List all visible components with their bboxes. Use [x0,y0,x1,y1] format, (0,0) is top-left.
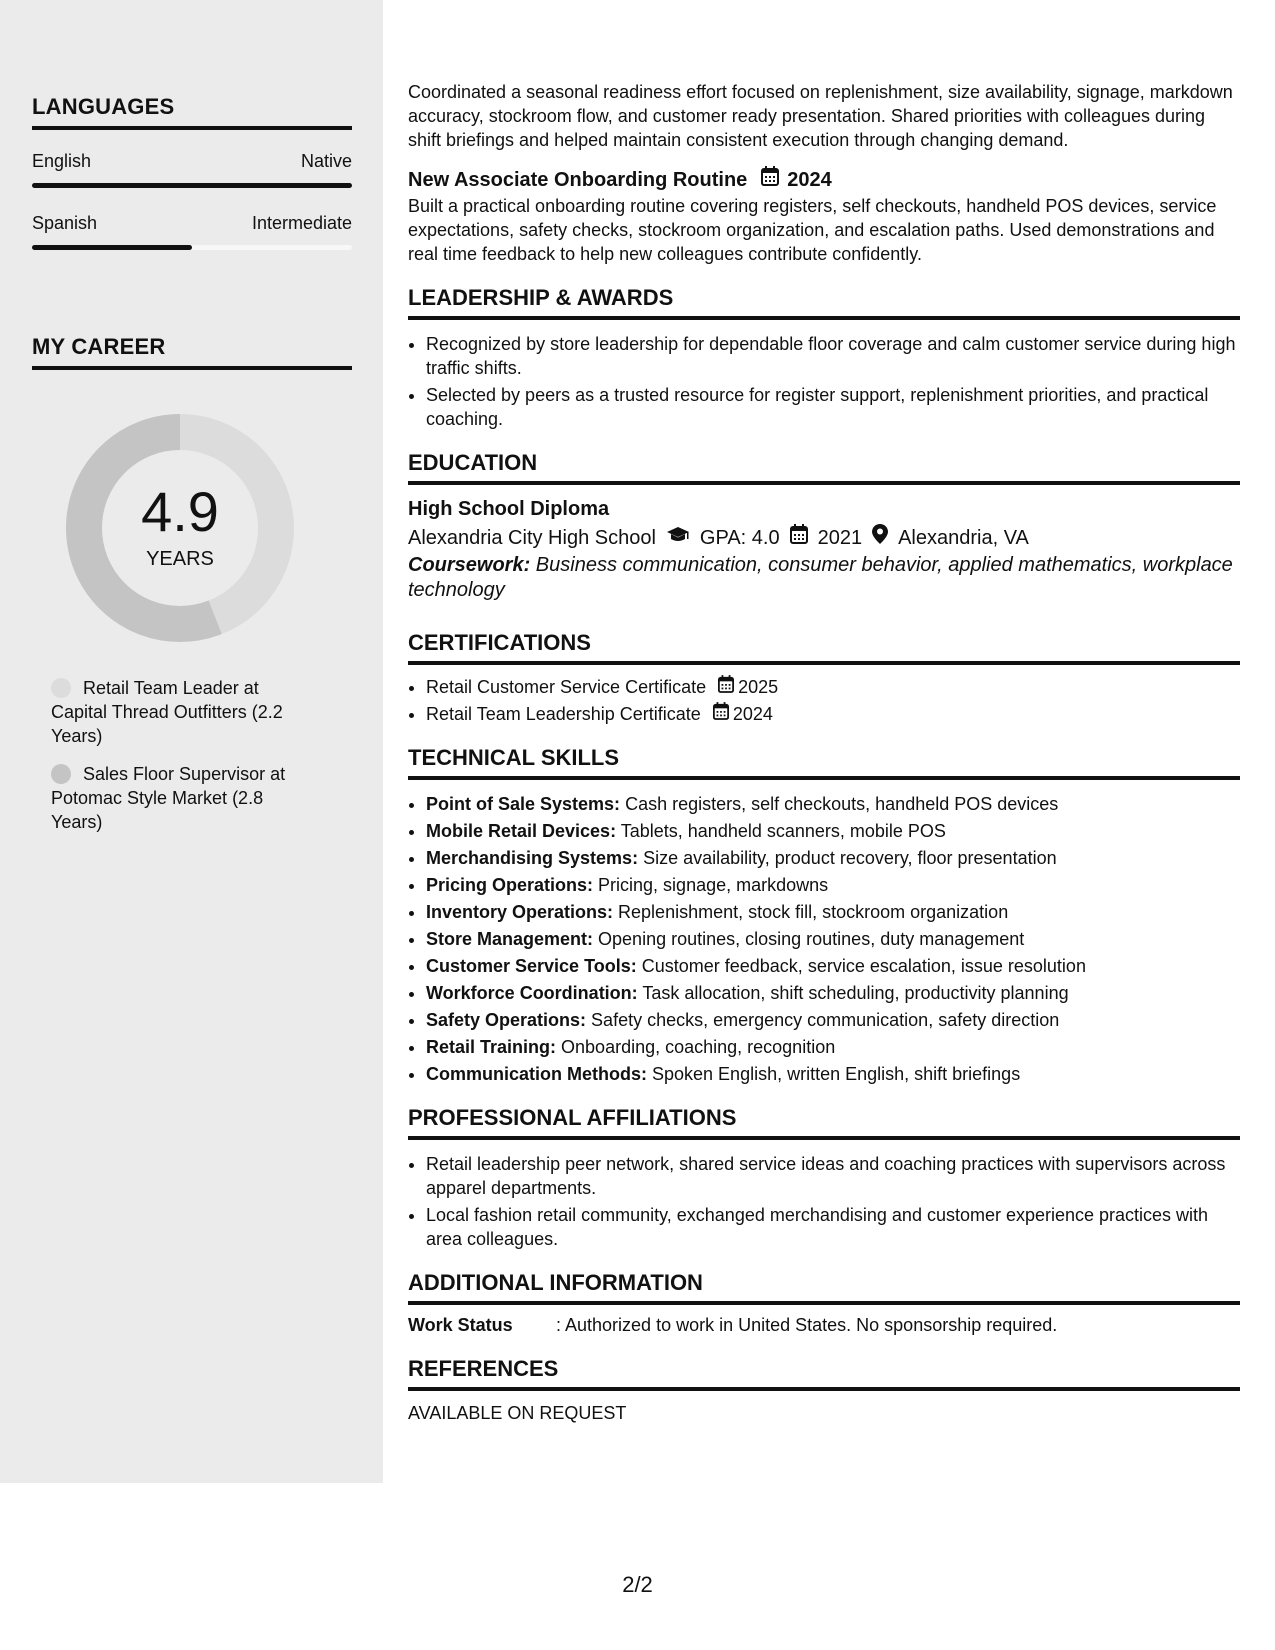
career-legend-item [51,676,311,748]
skill-value: Task allocation, shift scheduling, productivity planning [637,983,1069,1003]
project-year: 2024 [787,169,832,191]
main-content [408,80,1240,1425]
skill-item [426,981,1240,1005]
calendar-icon [761,166,779,194]
career-donut-chart [66,414,294,642]
languages-title: LANGUAGES [32,94,352,130]
career-section [32,334,352,370]
work-status-row [408,1313,1240,1337]
language-name: Spanish [32,213,98,233]
certification-year: 2024 [732,704,773,724]
references-title: REFERENCES [408,1355,1240,1391]
skill-label: Store Management: [426,929,594,949]
work-status-value: : Authorized to work in United States. No sponsorship required. [556,1315,1058,1335]
skill-value: Customer feedback, service escalation, issue resolution [636,956,1086,976]
skill-value: Pricing, signage, markdowns [593,875,829,895]
skill-item [426,900,1240,924]
sidebar [0,0,383,1483]
languages-section [32,94,352,250]
project-heading [408,166,1240,194]
skill-item [426,1008,1240,1032]
skill-label: Workforce Coordination: [426,983,638,1003]
certifications-title: CERTIFICATIONS [408,629,1240,665]
language-level: Native [300,151,352,171]
affiliations-list [408,1152,1240,1251]
language-bar [32,245,352,250]
skill-item [426,792,1240,816]
skill-label: Inventory Operations: [426,902,614,922]
legend-dot-icon [51,678,71,698]
skill-label: Communication Methods: [426,1064,647,1084]
list-item: • Local fashion retail community, exchanged merchandising and customer experience practices with area colleagues. [426,1203,1240,1251]
language-bar-fill [32,245,192,250]
affiliations-title: PROFESSIONAL AFFILIATIONS [408,1104,1240,1140]
work-status-label: Work Status [408,1315,513,1335]
skill-label: Point of Sale Systems: [426,794,621,814]
education-title: EDUCATION [408,449,1240,485]
list-item: • Selected by peers as a trusted resource for register support, replenishment priorities, and practical coaching. [426,383,1240,431]
certification-year: 2025 [738,677,779,697]
list-item [426,702,1240,726]
certification-name: • Retail Team Leadership Certificate [426,704,701,724]
skill-value: Safety checks, emergency communication, safety direction [586,1010,1060,1030]
skill-label: Mobile Retail Devices: [426,821,617,841]
education-gpa: GPA: 4.0 [699,527,780,549]
education-year: 2021 [817,527,863,549]
project-title: New Associate Onboarding Routine [408,169,748,191]
project-description: Built a practical onboarding routine covering registers, self checkouts, handheld POS devices, service expectations, safety checks, stockroom organization, and escalation paths. Used demonstrations and real time feedback to help new colleagues contribute confidently. [408,196,1217,264]
list-item [426,675,1240,699]
references-text: AVAILABLE ON REQUEST [408,1403,627,1423]
skill-value: Opening routines, closing routines, duty management [593,929,1025,949]
education-coursework [408,553,1240,603]
leadership-list [408,332,1240,431]
language-bar-fill [32,183,352,188]
additional-info-title: ADDITIONAL INFORMATION [408,1269,1240,1305]
language-item [32,150,352,188]
career-job-label: Retail Team Leader at Capital Thread Outfitters (2.2 Years) [51,678,283,746]
language-item [32,212,352,250]
calendar-icon [790,523,808,553]
career-job-label: Sales Floor Supervisor at Potomac Style Market (2.8 Years) [51,764,286,832]
skill-item [426,1035,1240,1059]
skill-item [426,846,1240,870]
skill-value: Size availability, product recovery, floor presentation [638,848,1057,868]
skill-value: Tablets, handheld scanners, mobile POS [616,821,946,841]
skill-item [426,819,1240,843]
skills-list [408,792,1240,1086]
career-total-years: 4.9 [141,480,219,543]
skill-item [426,927,1240,951]
skills-title: TECHNICAL SKILLS [408,744,1240,780]
certification-name: • Retail Customer Service Certificate [426,677,707,697]
coursework-text: Business communication, consumer behavior, applied mathematics, workplace technology [408,554,1233,601]
skill-label: Customer Service Tools: [426,956,637,976]
skill-label: Safety Operations: [426,1010,587,1030]
education-school: Alexandria City High School [408,527,656,549]
education-degree: High School Diploma [408,498,610,520]
intro-paragraph: Coordinated a seasonal readiness effort focused on replenishment, size availability, signage, markdown accuracy, stockroom flow, and customer ready presentation. Shared priorities with colleagues during shift briefings and helped maintain consistent execution through changing demand. [408,82,1233,150]
map-pin-icon [872,523,888,553]
education-location: Alexandria, VA [898,527,1029,549]
language-bar [32,183,352,188]
skill-value: Onboarding, coaching, recognition [556,1037,836,1057]
skill-value: Cash registers, self checkouts, handheld POS devices [620,794,1059,814]
education-details [408,523,1240,553]
career-title: MY CAREER [32,334,352,370]
career-legend-item [51,762,311,834]
career-years-unit: YEARS [146,548,214,570]
skill-item [426,1062,1240,1086]
language-level: Intermediate [251,213,352,233]
skill-label: Retail Training: [426,1037,557,1057]
leadership-title: LEADERSHIP & AWARDS [408,284,1240,320]
skill-item [426,954,1240,978]
calendar-icon [718,675,734,699]
career-legend [51,676,311,848]
skill-value: Spoken English, written English, shift briefings [647,1064,1021,1084]
coursework-label: Coursework: [408,554,531,576]
list-item: • Recognized by store leadership for dependable floor coverage and calm customer service during high traffic shifts. [426,332,1240,380]
skill-item [426,873,1240,897]
list-item: • Retail leadership peer network, shared service ideas and coaching practices with supervisors across apparel departments. [426,1152,1240,1200]
page-number: 2/2 [622,1572,653,1597]
certifications-list [408,675,1240,726]
skill-label: Pricing Operations: [426,875,594,895]
calendar-icon [713,702,729,726]
language-name: English [32,151,92,171]
skill-value: Replenishment, stock fill, stockroom organization [613,902,1009,922]
skill-label: Merchandising Systems: [426,848,639,868]
legend-dot-icon [51,764,71,784]
graduation-cap-icon [666,523,690,553]
